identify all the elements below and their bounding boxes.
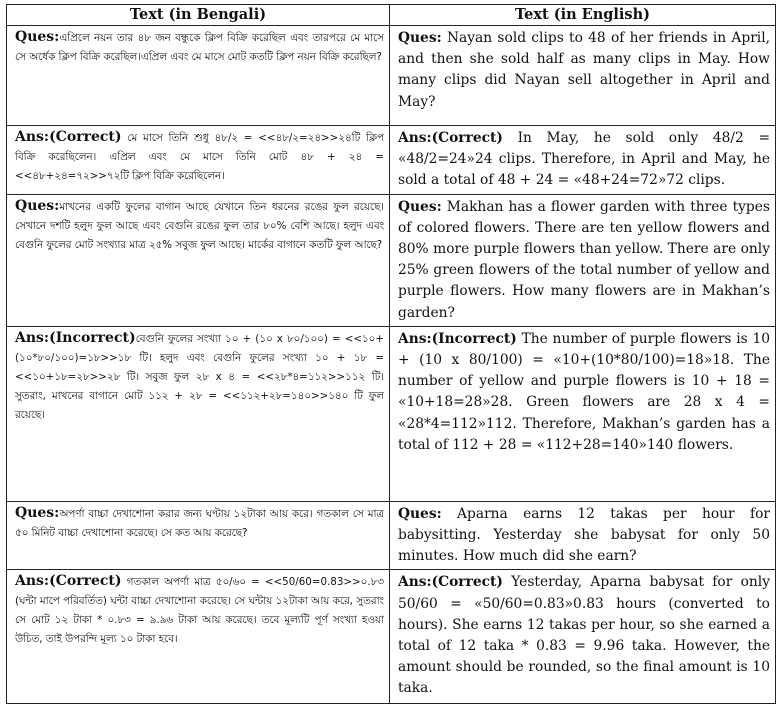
english-cell [390,26,776,126]
row-tag: Ques: [15,197,60,214]
english-cell [390,326,776,501]
english-text: The number of purple flowers is 10 + (10 x 80/100) = «10+(10*80/100)=18»18. The number of yellow and purple flowers is 10 + 18 = «10+18=28»28. Green flowers are 28 x 4 = «28*4=112»112. Therefore, Makhan’s garden has a total of 112 + 28 = «112+28=140»140 flowers. [398,330,770,453]
bengali-cell [7,126,390,195]
bengali-text: গতকাল অপর্ণা মাত্র ৫০/৬০ = <<50/60=0.83>>০.৮৩ (ঘন্টা মাপে পরিবর্তিত) ঘন্টা বাচ্চা দেখাশোনা করেছে। সে ঘন্টায় ১২টাকা আয় করে, সুতরাং সে মোট ১২ টাকা * ০.৮৩ = ৯.৯৬ টাকা আয় করেছে। তবে মূল্যটি পূর্ণ সংখ্যা হওয়া উচিত, তাই উপরন্দি মূল্য ১০ টাকা হবে। [15,576,384,646]
row-tag: Ans:(Incorrect) [398,330,517,347]
row-tag: Ans:(Correct) [15,129,122,145]
row-tag: Ans:(Correct) [398,130,503,146]
table-row [7,501,776,570]
english-text: Yesterday, Aparna babysat for only 50/60 = «50/60=0.83»0.83 hours (converted to hours). She earns 12 takas per hour, so she earned a total of 12 taka * 0.83 = 9.96 taka. However, the amount should be rounded, so the final amount is 10 taka. [398,574,771,697]
header-row [7,5,776,26]
row-tag: Ques: [15,29,60,45]
english-cell [390,194,776,326]
header-english: Text (in English) [390,5,776,26]
english-text: In May, he sold only 48/2 = «48/2=24»24 clips. Therefore, in April and May, he sold a total of 48 + 24 = «48+24=72»72 clips. [398,130,770,189]
bengali-cell [7,26,390,126]
row-tag: Ans:(Correct) [15,573,122,590]
row-tag: Ques: [398,198,442,215]
table-row [7,194,776,326]
english-text: Makhan has a flower garden with three types of colored flowers. There are ten yellow flowers and 80% more purple flowers than yellow. There are only 25% green flowers of the total number of yellow and purple flowers. How many flowers are in Makhan’s garden? [398,198,770,321]
qa-table [6,4,776,704]
row-tag: Ques: [398,30,442,46]
english-text: Nayan sold clips to 48 of her friends in April, and then she sold half as many clips in May. How many clips did Nayan sell altogether in April and May? [398,30,771,110]
english-cell [390,501,776,570]
bengali-cell [7,326,390,501]
bengali-text: অপর্ণা বাচ্চা দেখাশোনা করার জন্য ঘণ্টায় ১২টাকা আয় করে। গতকাল সে মাত্র ৫০ মিনিট বাচ্চা দেখাশোনা করেছে। সে কত আয় করেছে? [15,507,384,539]
english-text: Aparna earns 12 takas per hour for babysitting. Yesterday she babysat for only 50 minutes. How much did she earn? [398,505,770,565]
bengali-cell [7,501,390,570]
table-row [7,26,776,126]
bengali-cell [7,194,390,326]
row-tag: Ques: [15,504,60,521]
table-row [7,570,776,704]
bengali-text: মাখনের একটি ফুলের বাগান আছে যেখানে তিন ধরনের রঙের ফুল রয়েছে। সেখানে দশটি হলুদ ফুল আছে এবং বেগুনি রঙের ফুল তার ৮০% বেশি আছে। হলুদ এবং বেগুনি ফুলের মোট সংখ্যার মাত্র ২৫% সবুজ ফুল আছে। মার্কের বাগানে কতটি ফুল আছে? [15,200,384,251]
header-bengali: Text (in Bengali) [7,5,390,26]
row-tag: Ques: [398,505,442,522]
table-row [7,126,776,195]
bengali-text: বেগুনি ফুলের সংখ্যা ১০ + (১০ x ৮০/১০০) = <<১০+(১০*৮০/১০০)=১৮>>১৮ টি। হলুদ এবং বেগুনি ফুলের সংখ্যা ১০ + ১৮ = <<১০+১৮=২৮>>২৮ টি। সবুজ ফুল ২৮ x ৪ = <<২৮*৪=১১২>>১১২ টি। সুতরাং, মাখনের বাগানে মোট ১১২ + ২৮ = <<১১২+২৮=১৪০>>১৪০ টি ফুল রয়েছে। [15,332,384,421]
bengali-text: এপ্রিলে নয়ন তার ৪৮ জন বন্ধুকে ক্লিপ বিক্রি করেছিল এবং তারপরে মে মাসে সে অর্ধেক ক্লিপ বিক্রি করেছিল।এপ্রিল এবং মে মাসে মোট কতটি ক্লিপ নয়ন বিক্রি করেছিল? [15,32,384,63]
bengali-cell [7,570,390,704]
row-tag: Ans:(Correct) [398,574,503,591]
english-cell [390,126,776,195]
english-cell [390,570,776,704]
table-row [7,326,776,501]
row-tag: Ans:(Incorrect) [15,329,136,346]
bengali-text: মে মাসে তিনি শুধু ৪৮/২ = <<৪৮/২=২৪>>২৪টি ক্লিপ বিক্রি করেছিলেন। এপ্রিল এবং মে মাসে তিনি মোট ৪৮ + ২৪ = <<৪৮+২৪=৭২>>৭২টি ক্লিপ বিক্রি করেছিলেন। [15,132,384,182]
